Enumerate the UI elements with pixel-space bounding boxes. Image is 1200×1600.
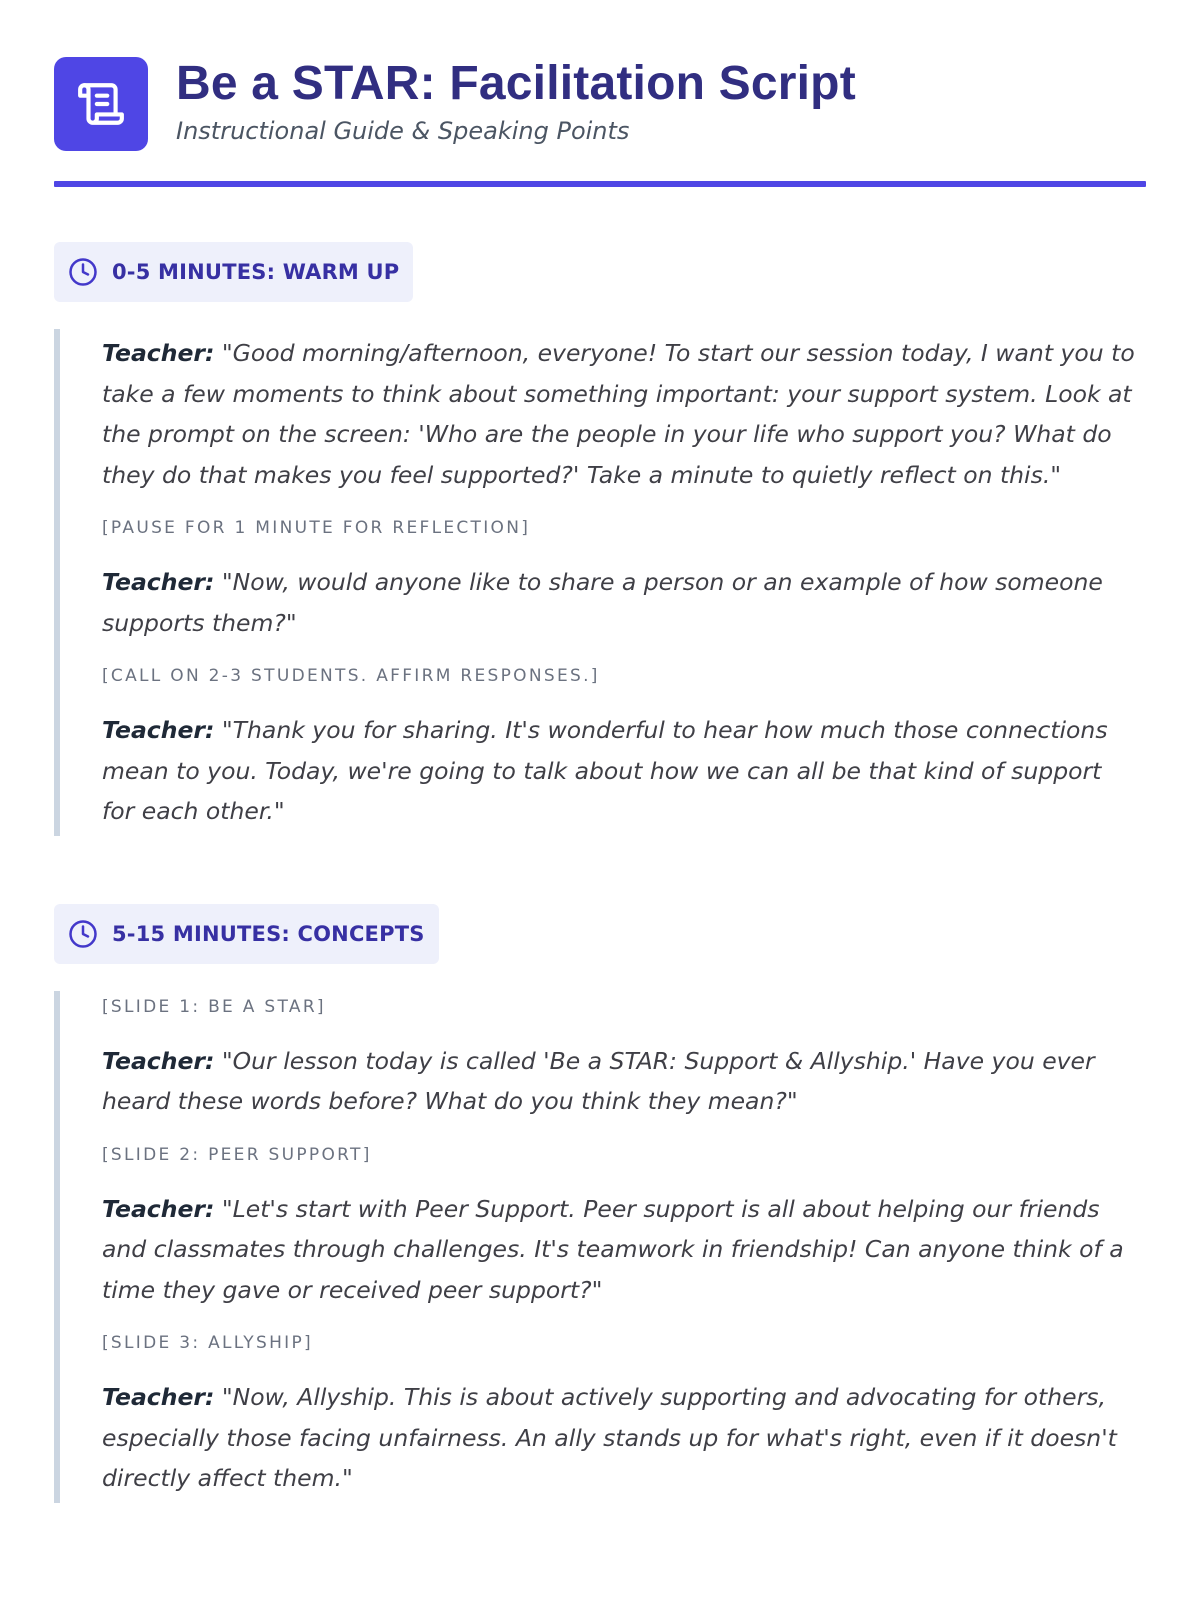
document-header	[54, 0, 1146, 151]
header-titles	[176, 56, 856, 146]
section-title: 5-15 MINUTES: CONCEPTS	[112, 921, 425, 946]
speaker-text: "Our lesson today is called 'Be a STAR: Support & Allyship.' Have you ever heard these words before? What do you think they mean?"	[102, 1046, 1095, 1115]
stage-direction: [SLIDE 2: PEER SUPPORT]	[102, 1144, 372, 1165]
speaker-line	[102, 1377, 1140, 1499]
speaker-label: Teacher:	[102, 1046, 215, 1075]
speaker-text: "Let's start with Peer Support. Peer support is all about helping our friends and classmates through challenges. It's teamwork in friendship! Can anyone think of a time they gave or received peer support?"	[102, 1194, 1124, 1304]
section-title: 0-5 MINUTES: WARM UP	[112, 260, 400, 284]
speaker-line	[102, 333, 1140, 495]
speaker-label: Teacher:	[102, 1194, 215, 1223]
speaker-label: Teacher:	[102, 568, 215, 596]
speaker-text: "Now, would anyone like to share a person or an example of how someone supports them?"	[102, 568, 1103, 637]
stage-direction: [CALL ON 2-3 STUDENTS. AFFIRM RESPONSES.]	[102, 666, 600, 686]
speaker-text: "Thank you for sharing. It's wonderful to hear how much those connections mean to you. Today, we're going to talk about how we can all be that kind of support for each other."	[102, 716, 1108, 825]
speaker-text: "Now, Allyship. This is about actively supporting and advocating for others, especially those facing unfairness. An ally stands up for what's right, even if it doesn't directly affect them."	[102, 1383, 1117, 1492]
speaker-line	[102, 710, 1140, 832]
section-header	[54, 904, 439, 964]
speaker-label: Teacher:	[102, 716, 215, 744]
section-warm-up	[54, 242, 1146, 836]
speaker-label: Teacher:	[102, 1383, 215, 1411]
clock-icon	[68, 919, 98, 949]
header-divider	[54, 181, 1146, 187]
scroll-icon	[54, 57, 148, 151]
speaker-text: "Good morning/afternoon, everyone! To start our session today, I want you to take a few moments to think about something important: your support system. Look at the prompt on the screen: 'Who are the people in your life who support you? What do they do that makes you feel supported?' Take a minute to quietly reflect on this."	[102, 339, 1135, 489]
speaker-line	[102, 1189, 1140, 1311]
stage-direction: [SLIDE 3: ALLYSHIP]	[102, 1333, 313, 1353]
speaker-label: Teacher:	[102, 339, 215, 367]
speaker-line	[102, 562, 1140, 643]
script-block	[54, 991, 1146, 1503]
stage-direction: [SLIDE 1: BE A STAR]	[102, 996, 326, 1017]
clock-icon	[68, 257, 98, 287]
stage-direction: [PAUSE FOR 1 MINUTE FOR REFLECTION]	[102, 518, 531, 538]
section-header	[54, 242, 413, 302]
page-subtitle: Instructional Guide & Speaking Points	[176, 117, 630, 145]
speaker-line	[102, 1041, 1140, 1122]
section-concepts	[54, 904, 1146, 1503]
page-title: Be a STAR: Facilitation Script	[176, 57, 856, 110]
script-block	[54, 329, 1146, 836]
